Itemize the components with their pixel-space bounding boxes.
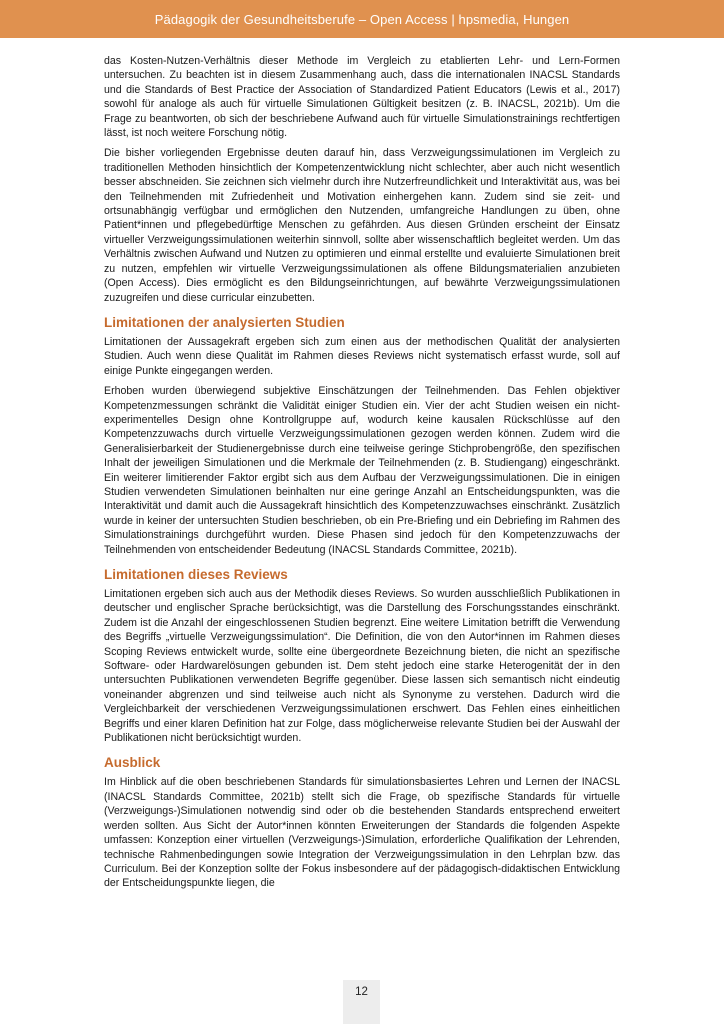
section-heading: Limitationen dieses Reviews — [104, 567, 288, 582]
paragraph: Limitationen ergeben sich auch aus der Methodik dieses Reviews. So wurden ausschließlich Publikationen in deutscher und englischer Sprache berücksichtigt, was die Darstellung des Forschungsstandes einschränkt. Zudem ist die Anzahl der eingeschlossenen Studien begrenzt. Eine weitere Limitation betrifft die Verwendung des Begriffs „virtuelle Verzweigungssimulation“. Die Definition, die von den Autor*innen im Rahmen dieses Scoping Reviews entwickelt wurde, sollte eine übergeordnete Bezeichnung bieten, die nicht an spezifische Software- oder Hardwarelösungen gebunden ist. Dem steht jedoch eine starke Heterogenität der in den untersuchten Publikationen verwendeten Begriffe gegenüber. Diese lassen sich semantisch nicht eindeutig voneinander abgrenzen und sind teilweise auch nicht als Synonyme zu verstehen. Dadurch wird die Vergleichbarkeit der verschiedenen Verzweigungssimulationen erschwert. Das Fehlen eines einheitlichen Begriffs und einer klaren Definition hat zur Folge, dass möglicherweise relevante Studien bei der Auswahl der Publikationen nicht berücksichtigt wurden. — [104, 588, 620, 745]
paragraph: Die bisher vorliegenden Ergebnisse deuten darauf hin, dass Verzweigungssimulationen im Vergleich zu traditionellen Methoden hinsichtlich der Kompetenzentwicklung nicht schlechter, aber auch nicht wesentlich besser abschneiden. Sie zeichnen sich vielmehr durch ihre Nutzerfreundlichkeit und Interaktivität aus, was bei den Teilnehmenden mit Zufriedenheit und Motivation einhergehen kann. Zudem sind sie zeit- und ortsunabhängig verfügbar und ermöglichen den Nutzenden, umfangreiche Handlungen zu üben, ohne Patient*innen und pflegebedürftige Menschen zu gefährden. Aus diesen Gründen erscheint der Einsatz virtueller Verzweigungssimulationen weiterhin sinnvoll, sollte aber wissenschaftlich begleitet werden. Um das Verhältnis zwischen Aufwand und Nutzen zu optimieren und einmal erstellte und evaluierte Simulationen breit zu nutzen, empfehlen wir virtuelle Verzweigungssimulationen als offene Bildungsmaterialien anzubieten (Open Access). Dies ermöglicht es den Bildungseinrichtungen, auf bewährte Verzweigungssimulationen zuzugreifen und diese curricular einzubetten. — [104, 147, 620, 304]
page-number-box — [343, 980, 380, 1024]
running-header-title: Pädagogik der Gesundheitsberufe – Open Access | hpsmedia, Hungen — [154, 11, 570, 27]
section-heading: Limitationen der analysierten Studien — [104, 314, 345, 330]
page-number: 12 — [355, 986, 368, 998]
section-heading: Ausblick — [104, 755, 161, 771]
paragraph: das Kosten-Nutzen-Verhältnis dieser Methode im Vergleich zu etablierten Lehr- und Lern-Formen untersuchen. Zu beachten ist in diesem Zusammenhang auch, dass die internationalen INACSL Standards und die Standards of Best Practice der Association of Standardized Patient Educators (Lewis et al., 2017) sowohl für analoge als auch für virtuelle Simulationen Gültigkeit besitzen (z. B. INACSL, 2021b). Um die Frage zu beantworten, ob sich der beschriebene Aufwand auch für virtuelle Simulationstrainings rechtfertigen lässt, ist noch weitere Forschung nötig. — [104, 55, 620, 140]
running-header — [0, 0, 724, 38]
page-body — [104, 54, 620, 897]
paragraph: Limitationen der Aussagekraft ergeben sich zum einen aus der methodischen Qualität der analysierten Studien. Auch wenn diese Qualität im Rahmen dieses Reviews nicht systematisch erfasst wurde, soll auf einige Punkte eingegangen werden. — [104, 335, 620, 377]
paragraph: Erhoben wurden überwiegend subjektive Einschätzungen der Teilnehmenden. Das Fehlen objektiver Kompetenzmessungen schränkt die Validität einiger Studien ein. Vier der acht Studien weisen ein nicht-experimentelles Design ohne Kontrollgruppe auf, wodurch keine kausalen Rückschlüsse auf den Kompetenzzuwachs durch virtuelle Verzweigungssimulationen gezogen werden können. Zudem wird die Generalisierbarkeit der Studienergebnisse durch eine teilweise geringe Stichprobengröße, den spezifischen Inhalt der jeweiligen Simulationen und die Merkmale der Teilnehmenden (z. B. Studiengang) eingeschränkt. Ein weiterer limitierender Faktor ergibt sich aus dem Aufbau der Verzweigungssimulationen. Die in einigen Studien verwendeten Simulationen beinhalten nur eine geringe Anzahl an Entscheidungspunkten, was die Interaktivität und damit auch die Aussagekraft hinsichtlich des Kompetenzzuwachses einschränkt. Zusätzlich wurde in keiner der untersuchten Studien beschrieben, ob ein Pre-Briefing und ein Debriefing im Rahmen des Simulationstrainings durchgeführt wurden. Diese Phasen sind jedoch für den Kompetenzzuwachs der Teilnehmenden von entscheidender Bedeutung (INACSL Standards Committee, 2021b). — [104, 385, 620, 556]
paragraph: Im Hinblick auf die oben beschriebenen Standards für simulationsbasiertes Lehren und Lernen der INACSL (INACSL Standards Committee, 2021b) stellt sich die Frage, ob spezifische Standards für virtuelle (Verzweigungs-)Simulationen notwendig sind oder ob die bestehenden Standards entsprechend erweitert werden sollten. Aus Sicht der Autor*innen könnten Erweiterungen der Standards die folgenden Aspekte umfassen: Konzeption einer virtuellen (Verzweigungs-)Simulation, erforderliche Qualifikation der Lehrenden, technische Rahmenbedingungen sowie Integration der Verzweigungssimulation in den Lehrplan bzw. das Curriculum. Bei der Konzeption sollte der Fokus insbesondere auf der pädagogisch-didaktischen Entwicklung der Entscheidungspunkte liegen, die — [104, 776, 620, 890]
